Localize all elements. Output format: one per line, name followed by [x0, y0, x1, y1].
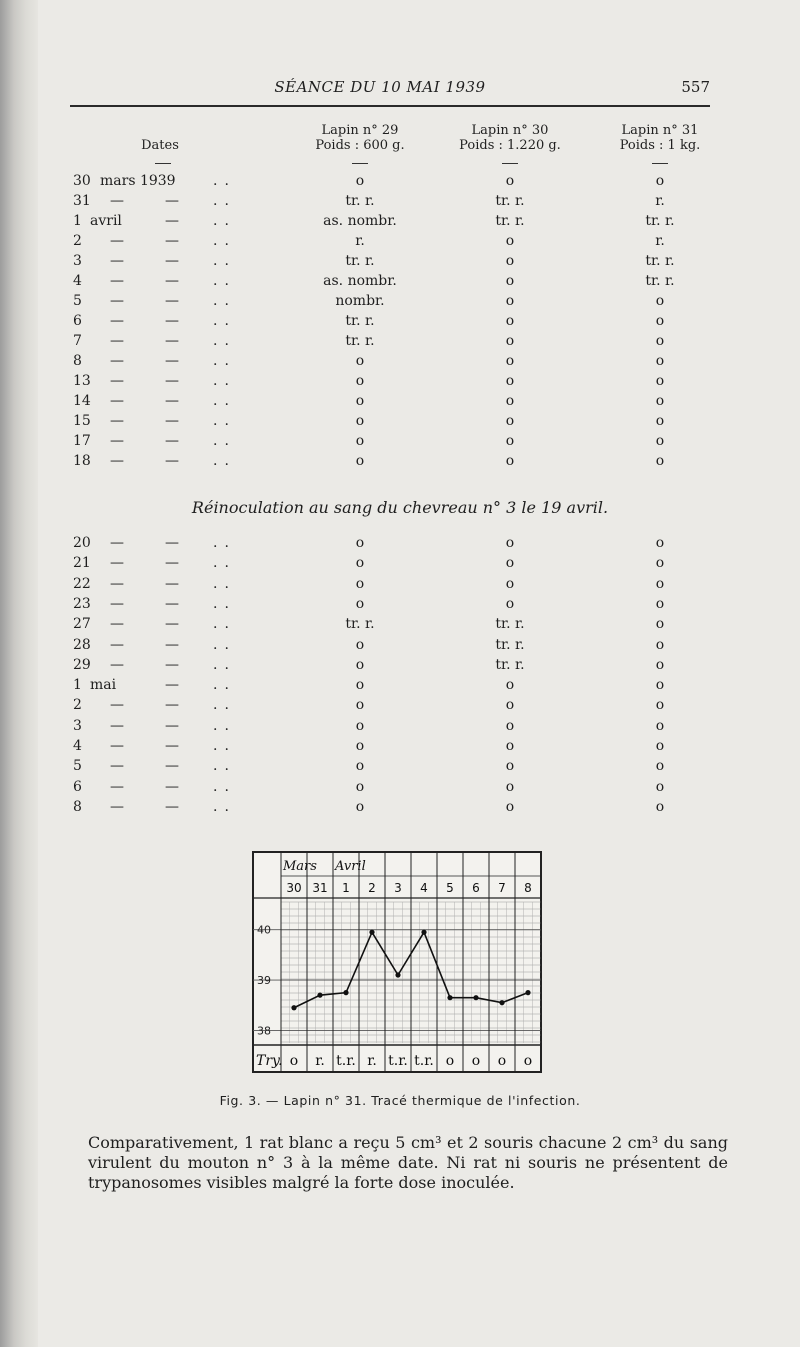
temperature-point [421, 930, 426, 935]
row-ditto-1: — [110, 333, 124, 349]
row-value-lapin-29: o [355, 798, 365, 815]
table-row [0, 273, 800, 293]
table-row [0, 799, 800, 819]
row-leader-dots: .. [213, 798, 236, 815]
table-row [0, 173, 800, 193]
table-row [0, 353, 800, 373]
row-value-lapin-31: o [655, 413, 665, 429]
row-leader-dots: .. [213, 616, 236, 633]
row-value-lapin-29: o [355, 555, 365, 572]
row-ditto-1: — [110, 697, 124, 714]
row-ditto-2: — [165, 373, 179, 389]
row-ditto-2: — [165, 758, 179, 775]
row-value-lapin-29: o [355, 393, 365, 409]
row-value-lapin-31: r. [655, 193, 665, 209]
row-ditto-2: — [165, 656, 179, 673]
row-value-lapin-29: tr. r. [345, 616, 375, 633]
row-value-lapin-29: o [355, 717, 365, 734]
table-row [0, 637, 800, 657]
row-month: mars 1939 [100, 173, 176, 189]
row-leader-dots: .. [213, 193, 236, 209]
row-value-lapin-30: o [505, 333, 515, 349]
row-value-lapin-31: o [655, 656, 665, 673]
col-head-lapin-30-weight: Poids : 1.220 g. [459, 138, 561, 153]
row-leader-dots: .. [213, 213, 236, 229]
row-ditto-1: — [110, 717, 124, 734]
row-ditto-2: — [165, 313, 179, 329]
col-head-lapin-30 [440, 123, 580, 153]
row-day: 17 [73, 433, 91, 449]
row-value-lapin-31: o [655, 595, 665, 612]
table-row [0, 433, 800, 453]
col-head-lapin-31 [590, 123, 730, 153]
row-value-lapin-30: o [505, 595, 515, 612]
row-day: 23 [73, 595, 91, 612]
row-leader-dots: .. [213, 555, 236, 572]
trypanosome-row-value: t.r. [336, 1053, 356, 1069]
row-ditto-1: — [110, 353, 124, 369]
row-value-lapin-29: o [355, 373, 365, 389]
row-value-lapin-29: o [355, 353, 365, 369]
row-leader-dots: .. [213, 353, 236, 369]
row-value-lapin-29: o [355, 677, 365, 694]
row-value-lapin-30: tr. r. [495, 616, 525, 633]
trypanosome-row-value: o [471, 1053, 481, 1069]
row-leader-dots: .. [213, 413, 236, 429]
col-head-lapin-29-weight: Poids : 600 g. [315, 138, 405, 153]
row-ditto-1: — [110, 453, 124, 469]
reinoculation-heading: Réinoculation au sang du chevreau n° 3 le 19 avril. [191, 498, 609, 517]
row-ditto-1: — [110, 413, 124, 429]
table-row [0, 413, 800, 433]
table-row [0, 213, 800, 233]
col2-dash [502, 163, 518, 164]
row-value-lapin-31: o [655, 677, 665, 694]
row-leader-dots: .. [213, 575, 236, 592]
row-day: 2 [73, 233, 82, 249]
row-day: 5 [73, 758, 82, 775]
table-row [0, 313, 800, 333]
row-ditto-1: — [110, 798, 124, 815]
row-ditto-2: — [165, 253, 179, 269]
row-leader-dots: .. [213, 393, 236, 409]
row-leader-dots: .. [213, 373, 236, 389]
day-label: 8 [524, 881, 532, 895]
table-row [0, 576, 800, 596]
row-ditto-2: — [165, 575, 179, 592]
row-value-lapin-30: o [505, 353, 515, 369]
row-day: 8 [73, 353, 82, 369]
row-value-lapin-31: o [655, 798, 665, 815]
row-ditto-2: — [165, 677, 179, 694]
row-value-lapin-29: o [355, 595, 365, 612]
col-head-lapin-30-name: Lapin n° 30 [471, 123, 549, 138]
row-value-lapin-30: o [505, 758, 515, 775]
row-day: 7 [73, 333, 82, 349]
row-value-lapin-30: o [505, 393, 515, 409]
table-row [0, 616, 800, 636]
row-ditto-1: — [110, 656, 124, 673]
row-value-lapin-31: o [655, 433, 665, 449]
row-ditto-2: — [165, 333, 179, 349]
row-value-lapin-30: tr. r. [495, 656, 525, 673]
row-value-lapin-31: o [655, 616, 665, 633]
trypanosome-row-label: Try. [256, 1053, 283, 1069]
row-value-lapin-31: o [655, 535, 665, 551]
row-value-lapin-31: o [655, 575, 665, 592]
temperature-point [343, 990, 348, 995]
row-ditto-2: — [165, 697, 179, 714]
row-value-lapin-30: o [505, 717, 515, 734]
row-leader-dots: .. [213, 656, 236, 673]
trypanosome-row-value: t.r. [388, 1053, 408, 1069]
row-value-lapin-29: tr. r. [345, 193, 375, 209]
row-value-lapin-30: o [505, 273, 515, 289]
row-day: 2 [73, 697, 82, 714]
row-value-lapin-31: o [655, 738, 665, 754]
row-value-lapin-30: o [505, 575, 515, 592]
row-ditto-2: — [165, 616, 179, 633]
row-ditto-1: — [110, 758, 124, 775]
row-ditto-2: — [165, 433, 179, 449]
row-value-lapin-30: o [505, 233, 515, 249]
temperature-chart-svg [243, 850, 543, 1075]
row-value-lapin-31: o [655, 313, 665, 329]
row-value-lapin-29: tr. r. [345, 253, 375, 269]
row-value-lapin-31: tr. r. [645, 213, 675, 229]
row-value-lapin-31: o [655, 636, 665, 653]
row-day: 13 [73, 373, 91, 389]
row-ditto-1: — [110, 373, 124, 389]
row-month: avril [90, 213, 122, 229]
row-leader-dots: .. [213, 293, 236, 309]
row-value-lapin-30: o [505, 535, 515, 551]
day-label: 4 [420, 881, 428, 895]
y-tick-label: 38 [257, 1024, 271, 1038]
body-paragraph: Comparativement, 1 rat blanc a reçu 5 cm³ et 2 souris chacune 2 cm³ du sang virulent du mouton n° 3 à la même date. Ni rat ni souris ne présentent de trypanosomes visibles malgré la forte dose inoculée. [88, 1133, 728, 1192]
col-head-lapin-29 [290, 123, 430, 153]
row-value-lapin-29: o [355, 433, 365, 449]
day-label: 31 [312, 881, 328, 895]
row-ditto-1: — [110, 233, 124, 249]
row-value-lapin-30: o [505, 373, 515, 389]
row-ditto-2: — [165, 453, 179, 469]
row-day: 4 [73, 273, 82, 289]
row-day: 4 [73, 738, 82, 754]
row-value-lapin-29: nombr. [335, 293, 385, 309]
trypanosome-row-value: r. [367, 1053, 377, 1069]
row-leader-dots: .. [213, 677, 236, 694]
day-label: 3 [394, 881, 402, 895]
row-value-lapin-30: o [505, 253, 515, 269]
row-ditto-2: — [165, 778, 179, 795]
row-day: 30 [73, 173, 91, 189]
table-row [0, 453, 800, 473]
row-ditto-1: — [110, 273, 124, 289]
table-row [0, 738, 800, 758]
row-value-lapin-30: o [505, 293, 515, 309]
table-row [0, 393, 800, 413]
row-value-lapin-29: o [355, 758, 365, 775]
row-value-lapin-30: o [505, 413, 515, 429]
temperature-point [369, 930, 374, 935]
row-ditto-2: — [165, 535, 179, 551]
table-row [0, 253, 800, 273]
row-value-lapin-29: o [355, 697, 365, 714]
day-label: 1 [342, 881, 350, 895]
trypanosome-row-value: o [523, 1053, 533, 1069]
row-leader-dots: .. [213, 636, 236, 653]
row-value-lapin-30: o [505, 778, 515, 795]
table-row [0, 373, 800, 393]
row-day: 14 [73, 393, 91, 409]
table-row [0, 193, 800, 213]
row-day: 21 [73, 555, 91, 572]
col1-dash [352, 163, 368, 164]
row-value-lapin-29: o [355, 173, 365, 189]
row-value-lapin-31: o [655, 453, 665, 469]
table-row [0, 233, 800, 253]
row-value-lapin-29: tr. r. [345, 313, 375, 329]
y-tick-label: 39 [257, 974, 271, 988]
row-value-lapin-30: o [505, 453, 515, 469]
row-ditto-2: — [165, 413, 179, 429]
row-day: 18 [73, 453, 91, 469]
figure-caption: Fig. 3. — Lapin n° 31. Tracé thermique de l'infection. [219, 1093, 581, 1108]
row-value-lapin-31: o [655, 173, 665, 189]
day-label: 6 [472, 881, 480, 895]
row-value-lapin-30: tr. r. [495, 193, 525, 209]
trypanosome-row-value: o [497, 1053, 507, 1069]
row-leader-dots: .. [213, 333, 236, 349]
row-leader-dots: .. [213, 697, 236, 714]
temperature-point [291, 1005, 296, 1010]
table-row [0, 555, 800, 575]
table-row [0, 293, 800, 313]
month-label: Avril [335, 859, 366, 874]
row-ditto-2: — [165, 738, 179, 754]
row-value-lapin-30: o [505, 555, 515, 572]
row-value-lapin-30: o [505, 433, 515, 449]
trypanosome-row-value: o [289, 1053, 299, 1069]
row-value-lapin-30: o [505, 798, 515, 815]
row-value-lapin-29: o [355, 738, 365, 754]
row-value-lapin-29: o [355, 453, 365, 469]
table-row [0, 535, 800, 555]
row-ditto-2: — [165, 273, 179, 289]
row-value-lapin-31: o [655, 293, 665, 309]
row-day: 22 [73, 575, 91, 592]
temperature-point [473, 995, 478, 1000]
temperature-chart [243, 850, 543, 1075]
table-row [0, 758, 800, 778]
row-day: 6 [73, 778, 82, 795]
row-value-lapin-29: o [355, 656, 365, 673]
row-ditto-2: — [165, 293, 179, 309]
y-tick-label: 40 [257, 923, 271, 937]
row-ditto-2: — [165, 636, 179, 653]
table-row [0, 779, 800, 799]
row-value-lapin-30: tr. r. [495, 213, 525, 229]
row-ditto-1: — [110, 778, 124, 795]
row-leader-dots: .. [213, 758, 236, 775]
row-ditto-1: — [110, 535, 124, 551]
row-day: 1 [73, 213, 82, 229]
row-day: 3 [73, 717, 82, 734]
row-ditto-2: — [165, 193, 179, 209]
row-day: 28 [73, 636, 91, 653]
row-ditto-1: — [110, 193, 124, 209]
col-head-lapin-29-name: Lapin n° 29 [321, 123, 399, 138]
row-ditto-1: — [110, 575, 124, 592]
month-label: Mars [283, 859, 317, 874]
row-ditto-1: — [110, 555, 124, 572]
col-head-lapin-31-name: Lapin n° 31 [621, 123, 699, 138]
row-leader-dots: .. [213, 273, 236, 289]
table-row [0, 697, 800, 717]
row-value-lapin-29: tr. r. [345, 333, 375, 349]
col-head-lapin-31-weight: Poids : 1 kg. [619, 138, 701, 153]
row-value-lapin-30: o [505, 173, 515, 189]
row-ditto-2: — [165, 353, 179, 369]
row-value-lapin-29: o [355, 778, 365, 795]
row-day: 3 [73, 253, 82, 269]
row-day: 31 [73, 193, 91, 209]
row-day: 1 [73, 677, 82, 694]
row-ditto-2: — [165, 717, 179, 734]
row-ditto-1: — [110, 433, 124, 449]
row-value-lapin-31: o [655, 758, 665, 775]
row-value-lapin-29: as. nombr. [323, 273, 397, 289]
row-ditto-1: — [110, 616, 124, 633]
day-label: 5 [446, 881, 454, 895]
row-value-lapin-31: o [655, 353, 665, 369]
row-ditto-2: — [165, 595, 179, 612]
trypanosome-row-value: r. [315, 1053, 325, 1069]
row-leader-dots: .. [213, 313, 236, 329]
temperature-point [395, 972, 400, 977]
row-value-lapin-29: o [355, 535, 365, 551]
trypanosome-row-value: t.r. [414, 1053, 434, 1069]
row-value-lapin-31: o [655, 373, 665, 389]
row-ditto-1: — [110, 738, 124, 754]
table-row [0, 657, 800, 677]
row-ditto-2: — [165, 798, 179, 815]
row-ditto-1: — [110, 313, 124, 329]
col-head-dates: Dates [141, 138, 179, 153]
row-ditto-1: — [110, 595, 124, 612]
row-leader-dots: .. [213, 173, 236, 189]
temperature-point [317, 993, 322, 998]
row-value-lapin-30: o [505, 738, 515, 754]
day-label: 30 [286, 881, 302, 895]
day-label: 2 [368, 881, 376, 895]
row-value-lapin-31: o [655, 697, 665, 714]
row-ditto-1: — [110, 393, 124, 409]
header-rule [70, 105, 710, 107]
row-leader-dots: .. [213, 535, 236, 551]
row-value-lapin-30: o [505, 313, 515, 329]
row-month: mai [90, 677, 117, 694]
row-ditto-2: — [165, 233, 179, 249]
row-value-lapin-30: o [505, 697, 515, 714]
row-ditto-1: — [110, 636, 124, 653]
row-leader-dots: .. [213, 595, 236, 612]
row-value-lapin-29: o [355, 636, 365, 653]
temperature-point [447, 995, 452, 1000]
row-day: 6 [73, 313, 82, 329]
table-row [0, 718, 800, 738]
row-value-lapin-31: o [655, 778, 665, 795]
row-day: 5 [73, 293, 82, 309]
table-row [0, 677, 800, 697]
table-row [0, 596, 800, 616]
table-row [0, 333, 800, 353]
row-ditto-2: — [165, 555, 179, 572]
row-ditto-2: — [165, 213, 179, 229]
row-value-lapin-31: tr. r. [645, 253, 675, 269]
row-value-lapin-30: tr. r. [495, 636, 525, 653]
row-day: 20 [73, 535, 91, 551]
row-ditto-2: — [165, 393, 179, 409]
row-value-lapin-31: o [655, 393, 665, 409]
row-value-lapin-31: o [655, 555, 665, 572]
row-leader-dots: .. [213, 233, 236, 249]
row-leader-dots: .. [213, 778, 236, 795]
running-header [50, 78, 710, 100]
temperature-point [525, 990, 530, 995]
row-value-lapin-29: r. [355, 233, 365, 249]
row-leader-dots: .. [213, 453, 236, 469]
row-value-lapin-31: tr. r. [645, 273, 675, 289]
temperature-point [499, 1000, 504, 1005]
row-value-lapin-31: o [655, 717, 665, 734]
row-value-lapin-29: o [355, 413, 365, 429]
trypanosome-row-value: o [445, 1053, 455, 1069]
header-title: SÉANCE DU 10 MAI 1939 [274, 78, 486, 96]
row-leader-dots: .. [213, 433, 236, 449]
page-number: 557 [681, 78, 710, 96]
dates-dash [155, 163, 171, 164]
row-value-lapin-30: o [505, 677, 515, 694]
row-ditto-1: — [110, 253, 124, 269]
row-value-lapin-31: o [655, 333, 665, 349]
row-ditto-1: — [110, 293, 124, 309]
row-leader-dots: .. [213, 253, 236, 269]
row-day: 27 [73, 616, 91, 633]
row-value-lapin-31: r. [655, 233, 665, 249]
day-label: 7 [498, 881, 506, 895]
row-value-lapin-29: as. nombr. [323, 213, 397, 229]
row-day: 8 [73, 798, 82, 815]
row-leader-dots: .. [213, 717, 236, 734]
row-value-lapin-29: o [355, 575, 365, 592]
row-leader-dots: .. [213, 738, 236, 754]
row-day: 15 [73, 413, 91, 429]
row-day: 29 [73, 656, 91, 673]
col3-dash [652, 163, 668, 164]
